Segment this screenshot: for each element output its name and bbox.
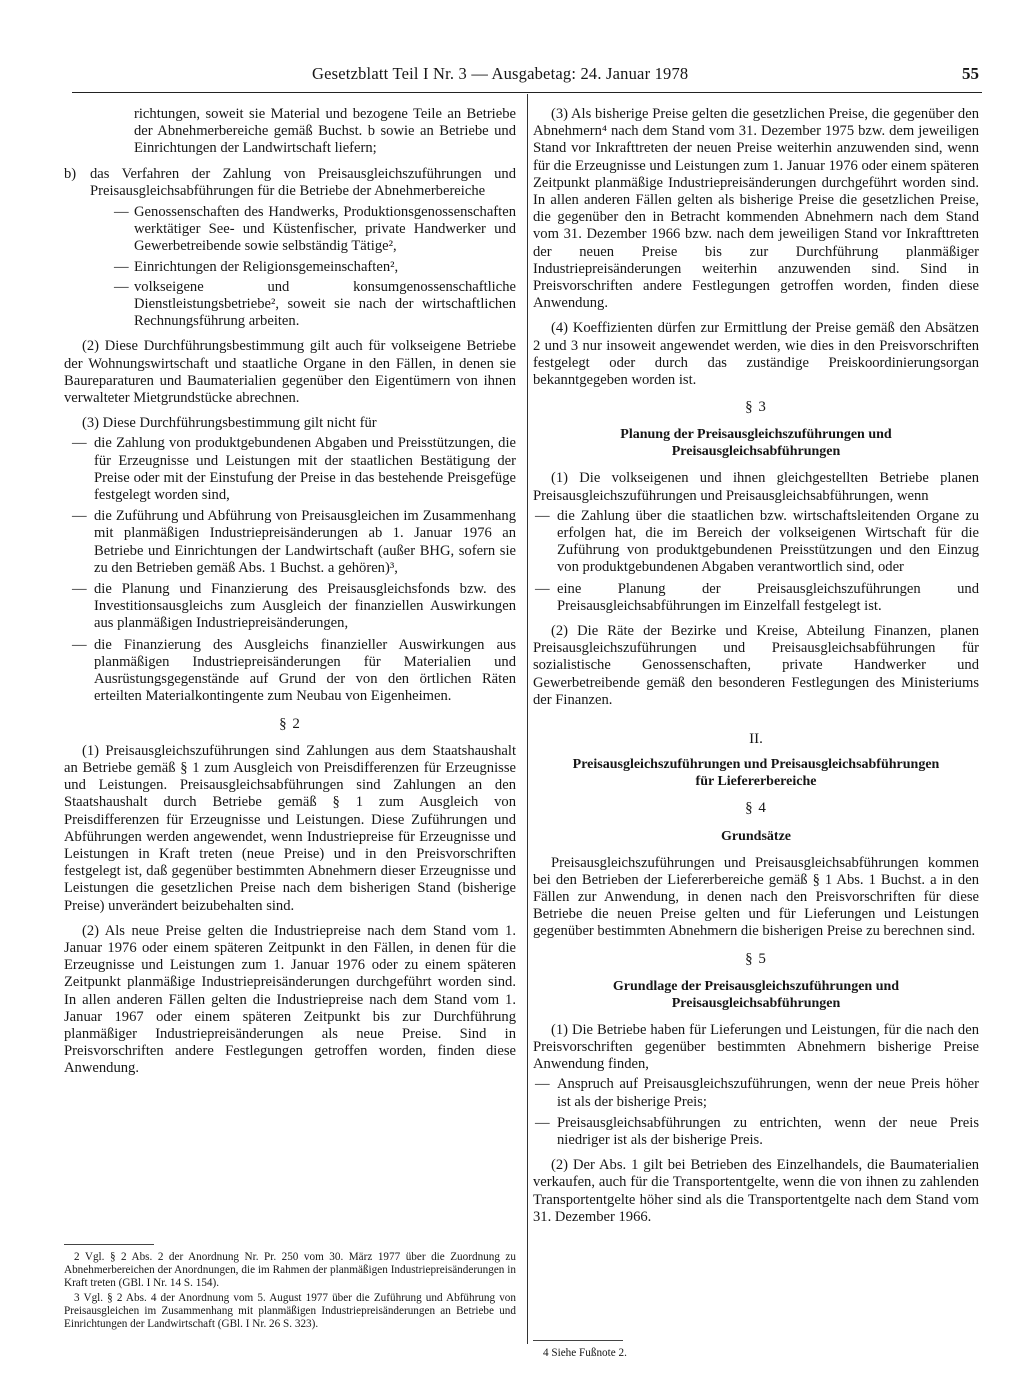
header-rule [72, 92, 982, 93]
footnote: 2 Vgl. § 2 Abs. 2 der Anordnung Nr. Pr. 250 vom 30. März 1977 über die Zuordnung zu Abnehmerbereichen der Anordnungen, die im Rahmen der planmäßigen Industriepreisänderungen in Kraft treten (GBl. I Nr. 14 S. 154). [64, 1251, 516, 1289]
page-number: 55 [962, 64, 979, 83]
dash-mark: — [114, 278, 129, 295]
list-item [533, 1115, 979, 1149]
dash-mark: — [114, 258, 129, 275]
list-item-text: Anspruch auf Preisausgleichszuführungen, wenn der neue Preis höher ist als der bisherige Preis; [557, 1076, 979, 1110]
right-column [533, 106, 979, 1234]
dash-mark: — [535, 580, 550, 597]
dash-mark: — [535, 507, 550, 524]
footnote-rule [533, 1340, 623, 1341]
left-column [64, 106, 516, 1086]
dash-mark: — [72, 636, 87, 653]
dash-mark: — [72, 508, 87, 525]
dash-mark: — [535, 1076, 550, 1093]
paragraph: (2) Die Räte der Bezirke und Kreise, Abteilung Finanzen, planen Preisausgleichszuführungen und Preisausgleichsabführungen für sozialistische Genossenschaften, private Handwerker und Gewerbetreibende gemäß den besonderen Festlegungen des Ministeriums der Finanzen. [533, 623, 979, 708]
list-item [64, 508, 516, 577]
section-heading: § 4 [745, 800, 767, 817]
section-heading: § 2 [279, 715, 301, 732]
footnote: 3 Vgl. § 2 Abs. 4 der Anordnung vom 5. August 1977 über die Zuführung und Abführung von Preisausgleichen im Zusammenhang mit planmäßigen Industriepreisänderungen an Betriebe und Einrichtungen der Landwirtschaft (GBl. I Nr. 26 S. 323). [64, 1292, 516, 1330]
paragraph: (1) Preisausgleichszuführungen sind Zahlungen aus dem Staatshaushalt an Betriebe gemäß § 1 zum Ausgleich von Preisdifferenzen für Erzeugnisse und Leistungen. Preisausgleichsabführungen sind Zahlungen an den Staatshaushalt durch Betriebe gemäß § 1 zum Ausgleich von Preisdifferenzen für Erzeugnisse und Leistungen. Diese Zuführungen und Abführungen werden angewendet, wenn Industriepreise für Erzeugnisse und Leistungen in Kraft treten (neue Preise) und in den Preisvorschriften festgelegt ist, daß gegenüber bestimmten Abnehmern dieser Erzeugnisse und Leistungen die gesetzlichen Preise nach dem bisherigen Stand (bisherige Preise) unverändert beizubehalten sind. [64, 742, 516, 914]
list-item [533, 1076, 979, 1110]
list-item-text: volkseigene und konsumgenossenschaftliche Dienstleistungsbetriebe², soweit sie nach der wirtschaftlichen Rechnungsführung arbeiten. [134, 278, 516, 330]
paragraph: (1) Die Betriebe haben für Lieferungen und Leistungen, für die nach den Preisvorschriften gegenüber bestimmten Abnehmern bisherige Preise Anwendung finden, [533, 1021, 979, 1073]
paragraph: (3) Als bisherige Preise gelten die gesetzlichen Preise, die gegenüber den Abnehmern⁴ nach dem Stand vom 31. Dezember 1975 bzw. dem jeweiligen Stand vor Inkrafttreten der neuen Preise weiterhin anzuwenden sind, wenn für die Erzeugnisse und Leistungen zum 1. Januar 1976 oder einem späteren Zeitpunkt planmäßige Industriepreisänderungen durchgeführt worden sind. In allen anderen Fällen gelten als bisherige Preise die gesetzlichen Preise, die gegenüber den in Betracht kommenden Abnehmern nach dem Stand vom 31. Dezember 1966 bzw. nach dem jeweiligen Stand vor Inkrafttreten der neuen Preise bis zur Durchführung planmäßiger Industriepreisänderungen weiterhin anzuwenden sind. Sind in Preisvorschriften andere Festlegungen getroffen worden, finden diese Anwendung. [533, 106, 979, 312]
page-header [0, 64, 1024, 90]
list-item [64, 581, 516, 633]
dash-mark: — [114, 204, 129, 221]
list-item-text: Einrichtungen der Religionsgemeinschaften², [134, 258, 399, 275]
dash-mark: — [72, 581, 87, 598]
paragraph: (2) Der Abs. 1 gilt bei Betrieben des Einzelhandels, die Baumaterialien verkaufen, auch für die Transportentgelte, wenn die von ihnen zu zahlenden Transportentgelte höher sind als die Transportentgelte nach dem Stand vom 31. Dezember 1966. [533, 1157, 979, 1225]
section-title: Planung der Preisausgleichszuführungen und Preisausgleichsabführungen [620, 427, 892, 460]
list-item-text: die Zahlung über die staatlichen bzw. wirtschaftsleitenden Organe zu erfolgen hat, die im Bereich der volkseigenen Wirtschaft für die Zuführung von produktgebundenen Preisstützungen und den Einzug von produktgebundenen Abgaben verantwortlich sind, oder [557, 507, 979, 576]
list-item [64, 279, 516, 331]
list-item-text: Genossenschaften des Handwerks, Produktionsgenossenschaften werktätiger See- und Küstenfischer, private Handwerker und Gewerbetreibende sowie selbständig Tätige², [134, 204, 516, 255]
column-divider [527, 94, 528, 1344]
footnotes-right [533, 1340, 833, 1362]
list-item [533, 581, 979, 615]
item-b [64, 166, 516, 200]
footnote-rule [64, 1244, 154, 1245]
list-item-text: die Planung und Finanzierung des Preisausgleichsfonds bzw. des Investitionsausgleichs zum Ausgleich der finanziellen Auswirkungen aus planmäßigen Industriepreisänderungen, [94, 581, 516, 632]
list-item-text: die Finanzierung des Ausgleichs finanzieller Auswirkungen aus planmäßigen Industriepreisänderungen für Materialien und Ausrüstungsgegenstände auf Grund der von den örtlichen Räten erteilten Materialkontingente zum Neubau von Eigenheimen. [94, 636, 516, 705]
item-b-text: das Verfahren der Zahlung von Preisausgleichszuführungen und Preisausgleichsabführungen für die Betriebe der Abnehmerbereiche [90, 165, 516, 199]
list-item-text: die Zahlung von produktgebundenen Abgaben und Preisstützungen, die für Erzeugnisse und Leistungen mit der staatlichen Bestätigung der Preise oder mit der Einstufung der Preise in das bestehende Preisgefüge festgelegt worden sind, [94, 435, 516, 504]
section-title: Grundlage der Preisausgleichszuführungen und Preisausgleichsabführungen [612, 978, 900, 1011]
list-item [64, 204, 516, 256]
list-item [533, 508, 979, 577]
item-b-label: b) [64, 165, 77, 182]
paragraph: (1) Die volkseigenen und ihnen gleichgestellten Betriebe planen Preisausgleichszuführungen und Preisausgleichsabführungen, wenn [533, 470, 979, 504]
part-title: Preisausgleichszuführungen und Preisausgleichsabführungen für Liefererbereiche [572, 757, 940, 790]
section-heading: § 5 [745, 950, 767, 967]
paragraph-continuation: richtungen, soweit sie Material und bezogene Teile an Betriebe der Abnehmerbereiche gemäß Buchst. b sowie an Betriebe und Einrichtungen der Landwirtschaft liefern; [134, 106, 516, 157]
paragraph: (3) Diese Durchführungsbestimmung gilt nicht für [82, 415, 377, 432]
footnote: 4 Siehe Fußnote 2. [543, 1347, 627, 1359]
list-item [64, 637, 516, 706]
part-numeral: II. [749, 731, 763, 748]
list-item-text: eine Planung der Preisausgleichszuführungen und Preisausgleichsabführungen im Einzelfall festgelegt ist. [557, 580, 979, 614]
header-title: Gesetzblatt Teil I Nr. 3 — Ausgabetag: 24. Januar 1978 [312, 64, 689, 83]
paragraph: (2) Diese Durchführungsbestimmung gilt auch für volkseigene Betriebe der Wohnungswirtschaft und staatliche Organe in den Fällen, in denen sie Baureparaturen und Baumaterialien gegenüber den Eigentümern von ihnen verwalteter Mietgrundstücke abrechnen. [64, 338, 516, 407]
paragraph: (2) Als neue Preise gelten die Industriepreise nach dem Stand vom 1. Januar 1976 oder einem späteren Zeitpunkt in den Fällen, in denen für die Erzeugnisse und Leistungen zum 1. Januar 1976 oder zu einem späteren Zeitpunkt planmäßige Industriepreisänderungen durchgeführt worden sind. In allen anderen Fällen gelten die Industriepreise nach dem Stand vom 1. Januar 1967 oder einem späteren Zeitpunkt bis zur Durchführung planmäßiger Industriepreisänderungen als neue Preise. Sind in Preisvorschriften andere Festlegungen getroffen worden, finden diese Anwendung. [64, 922, 516, 1077]
list-item [64, 259, 516, 276]
paragraph: Preisausgleichszuführungen und Preisausgleichsabführungen kommen bei den Betrieben der Liefererbereiche gemäß § 1 Abs. 1 Buchst. a in den Fällen zur Anwendung, in denen nach den Preisvorschriften für diese Betriebe die neuen Preise gelten und für Lieferungen und Leistungen gegenüber bestimmten Abnehmern die bisherigen Preise zu berechnen sind. [533, 854, 979, 940]
dash-mark: — [535, 1114, 550, 1131]
list-item-text: die Zuführung und Abführung von Preisausgleichen im Zusammenhang mit planmäßigen Industriepreisänderungen ab 1. Januar 1976 an Betriebe und Einrichtungen der Landwirtschaft (außer BHG, sofern sie zu den Betrieben gemäß Abs. 1 Buchst. a gehören)³, [94, 508, 516, 576]
list-item [64, 435, 516, 504]
list-item-text: Preisausgleichsabführungen zu entrichten, wenn der neue Preis niedriger ist als der bisherige Preis. [557, 1114, 979, 1148]
paragraph: (4) Koeffizienten dürfen zur Ermittlung der Preise gemäß den Absätzen 2 und 3 nur insoweit angewendet werden, wie dies in den Preisvorschriften festgelegt oder durch das zuständige Preiskoordinierungsorgan bekanntgegeben worden ist. [533, 320, 979, 389]
footnotes-left [64, 1244, 516, 1333]
dash-mark: — [72, 435, 87, 452]
section-heading: § 3 [745, 399, 767, 416]
section-title: Grundsätze [721, 828, 791, 844]
